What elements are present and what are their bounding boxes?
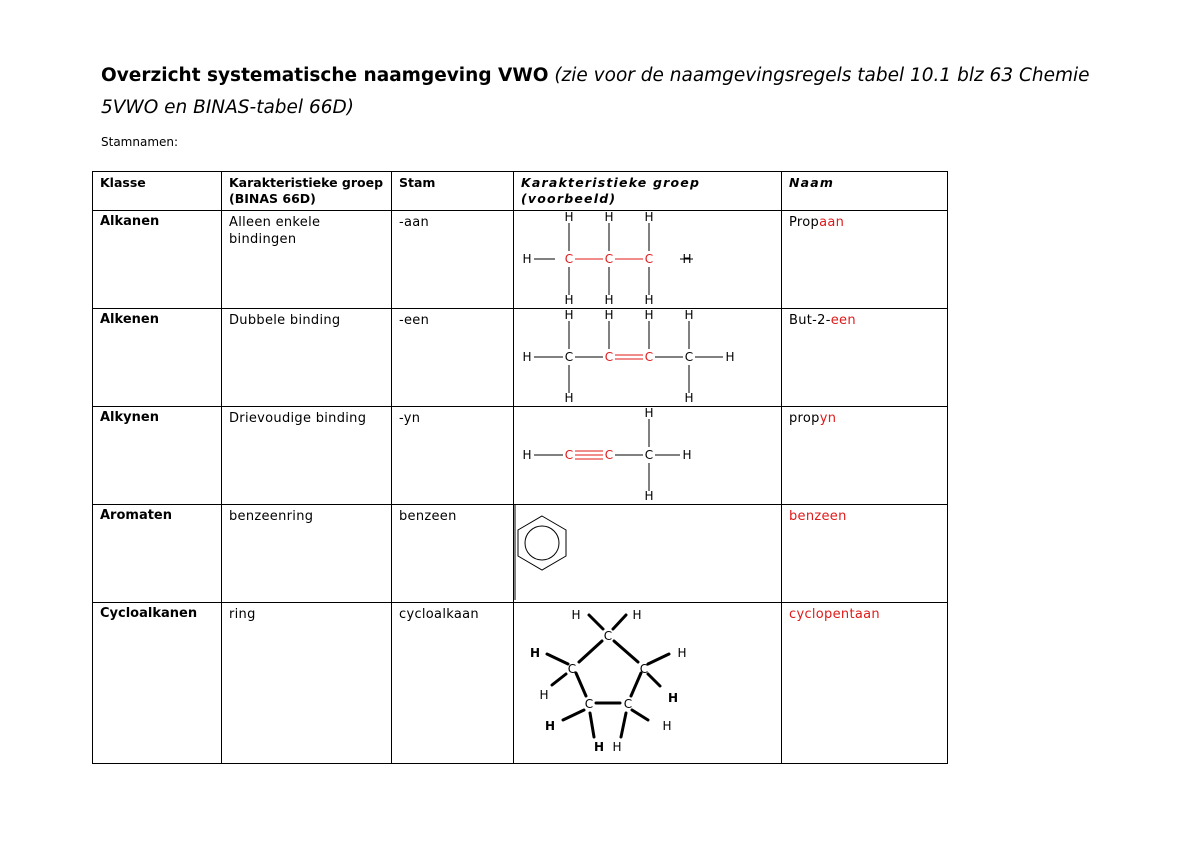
atom-h: H xyxy=(682,448,692,462)
header-voorbeeld-line2: (voorbeeld) xyxy=(521,191,617,206)
page-title xyxy=(101,60,1101,124)
cell-naam xyxy=(782,505,948,603)
header-voorbeeld xyxy=(514,172,782,211)
atom-c: C xyxy=(684,350,694,364)
atom-h: H xyxy=(522,252,532,266)
table-row xyxy=(93,309,948,407)
atom-h: H xyxy=(684,309,694,322)
atom-h: H xyxy=(604,309,614,322)
naamgeving-table xyxy=(92,171,948,764)
cell-karakteristieke-groep: benzeenring xyxy=(222,505,392,603)
naam-suffix: cyclopentaan xyxy=(789,607,880,622)
atom-h: H xyxy=(539,688,549,702)
cell-karakteristieke-groep: Alleen enkele bindingen xyxy=(222,211,392,309)
cell-karakteristieke-groep: Dubbele binding xyxy=(222,309,392,407)
atom-h: H xyxy=(564,211,574,224)
stamnamen-label: Stamnamen: xyxy=(101,135,179,149)
atom-c: C xyxy=(564,448,574,462)
atom-c: C xyxy=(564,350,574,364)
table-row xyxy=(93,603,948,764)
atom-h: H xyxy=(529,646,541,660)
atom-h: H xyxy=(632,608,642,622)
cell-stam: -een xyxy=(392,309,514,407)
header-stam: Stam xyxy=(392,172,514,211)
structure-benzeen xyxy=(514,505,782,603)
cell-stam: benzeen xyxy=(392,505,514,603)
atom-h: H xyxy=(644,407,654,420)
cell-klasse: Alkenen xyxy=(93,309,222,407)
atom-h: H xyxy=(662,719,672,733)
atom-h: H xyxy=(564,309,574,322)
atom-c: C xyxy=(644,350,654,364)
cell-stam: -yn xyxy=(392,407,514,505)
atom-h: H xyxy=(522,350,532,364)
naam-prefix: But-2- xyxy=(789,313,831,328)
atom-c: C xyxy=(604,252,614,266)
atom-h: H xyxy=(667,691,679,705)
atom-h: H xyxy=(522,448,532,462)
header-klasse: Klasse xyxy=(93,172,222,211)
atom-c: C xyxy=(623,697,633,711)
cell-naam xyxy=(782,407,948,505)
atom-c: C xyxy=(564,252,574,266)
title-note-2: 5VWO en BINAS-tabel 66D) xyxy=(101,97,354,118)
atom-h: H xyxy=(604,293,614,306)
structure-cyclopentaan xyxy=(514,603,782,764)
cell-stam: -aan xyxy=(392,211,514,309)
structure-propaan xyxy=(514,211,782,309)
header-voorbeeld-line1: Karakteristieke groep xyxy=(521,175,701,190)
naam-suffix: een xyxy=(830,313,856,328)
cell-klasse: Aromaten xyxy=(93,505,222,603)
atom-c: C xyxy=(644,448,654,462)
cell-naam xyxy=(782,309,948,407)
structure-propyn xyxy=(514,407,782,505)
atom-c: C xyxy=(567,662,577,676)
table-row xyxy=(93,211,948,309)
atom-c: C xyxy=(639,662,649,676)
atom-h: H xyxy=(644,293,654,306)
cell-naam xyxy=(782,603,948,764)
cell-klasse: Cycloalkanen xyxy=(93,603,222,764)
naam-suffix: benzeen xyxy=(789,509,847,524)
naam-prefix: prop xyxy=(789,411,820,426)
cell-naam xyxy=(782,211,948,309)
cell-karakteristieke-groep: ring xyxy=(222,603,392,764)
atom-c: C xyxy=(604,350,614,364)
atom-h: H xyxy=(564,391,574,404)
atom-h: H xyxy=(644,211,654,224)
atom-h: H xyxy=(684,391,694,404)
title-main: Overzicht systematische naamgeving VWO xyxy=(101,65,549,86)
naam-suffix: yn xyxy=(819,411,837,426)
atom-h: H xyxy=(725,350,735,364)
table-header-row xyxy=(93,172,948,211)
atom-h: H xyxy=(612,740,622,754)
header-kg-line1: Karakteristieke groep xyxy=(229,175,384,190)
structure-but-2-een xyxy=(514,309,782,407)
atom-c: C xyxy=(584,697,594,711)
header-karakteristieke-groep xyxy=(222,172,392,211)
naam-suffix: aan xyxy=(819,215,845,230)
atom-c: C xyxy=(644,252,654,266)
atom-h: H xyxy=(544,719,556,733)
atom-h: H xyxy=(644,489,654,502)
atom-h: H xyxy=(564,293,574,306)
atom-h: H xyxy=(571,608,581,622)
atom-c: C xyxy=(604,448,614,462)
cell-klasse: Alkanen xyxy=(93,211,222,309)
atom-h: H xyxy=(593,740,605,754)
atom-h: H xyxy=(677,646,687,660)
cell-karakteristieke-groep: Drievoudige binding xyxy=(222,407,392,505)
atom-h: H xyxy=(644,309,654,322)
table-row xyxy=(93,505,948,603)
table-row xyxy=(93,407,948,505)
header-naam: Naam xyxy=(782,172,948,211)
atom-c: C xyxy=(603,629,613,643)
cell-klasse: Alkynen xyxy=(93,407,222,505)
atom-h: H xyxy=(604,211,614,224)
cell-stam: cycloalkaan xyxy=(392,603,514,764)
header-kg-line2: (BINAS 66D) xyxy=(229,191,316,206)
naam-prefix: Prop xyxy=(789,215,820,230)
atom-h: H xyxy=(682,252,692,266)
title-note-1: (zie voor de naamgevingsregels tabel 10.1 blz 63 Chemie xyxy=(554,65,1090,86)
